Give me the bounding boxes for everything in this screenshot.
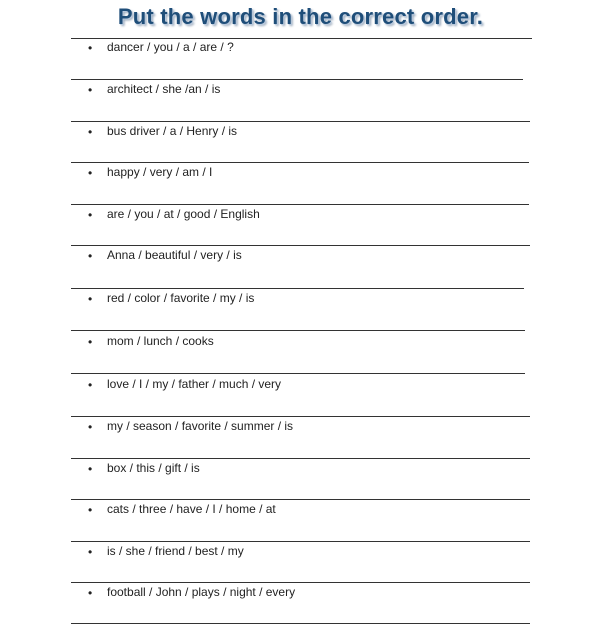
list-item (0, 333, 601, 353)
bullet-icon: • (88, 125, 93, 139)
word-prompt: mom / lunch / cooks (107, 334, 214, 348)
list-item (0, 123, 601, 143)
word-prompt: box / this / gift / is (107, 461, 200, 475)
list-item (0, 39, 601, 59)
list-item (0, 376, 601, 396)
word-prompt: cats / three / have / I / home / at (107, 502, 276, 516)
word-prompt: happy / very / am / I (107, 165, 213, 179)
answer-line[interactable] (71, 499, 530, 500)
word-prompt: red / color / favorite / my / is (107, 291, 255, 305)
answer-line[interactable] (71, 458, 530, 459)
bullet-icon: • (88, 378, 93, 392)
list-item (0, 460, 601, 480)
word-prompt: are / you / at / good / English (107, 207, 260, 221)
word-prompt: love / I / my / father / much / very (107, 377, 282, 391)
answer-line[interactable] (71, 121, 530, 122)
answer-line[interactable] (71, 204, 529, 205)
answer-line[interactable] (71, 79, 523, 80)
list-item (0, 543, 601, 563)
word-prompt: football / John / plays / night / every (107, 585, 296, 599)
bullet-icon: • (88, 503, 93, 517)
word-prompt: my / season / favorite / summer / is (107, 419, 294, 433)
bullet-icon: • (88, 83, 93, 97)
answer-line[interactable] (71, 288, 524, 289)
bullet-icon: • (88, 420, 93, 434)
word-prompt: architect / she /an / is (107, 82, 221, 96)
bullet-icon: • (88, 292, 93, 306)
answer-line[interactable] (71, 623, 530, 624)
bullet-icon: • (88, 166, 93, 180)
answer-line[interactable] (71, 162, 529, 163)
answer-line[interactable] (71, 541, 530, 542)
bullet-icon: • (88, 208, 93, 222)
list-item (0, 501, 601, 521)
bullet-icon: • (88, 462, 93, 476)
list-item (0, 247, 601, 267)
answer-line[interactable] (71, 582, 530, 583)
list-item (0, 164, 601, 184)
list-item (0, 206, 601, 226)
worksheet-title: Put the words in the correct order. (117, 4, 484, 29)
list-item (0, 584, 601, 604)
word-prompt: Anna / beautiful / very / is (107, 248, 242, 262)
bullet-icon: • (88, 545, 93, 559)
answer-line[interactable] (71, 330, 525, 331)
answer-line[interactable] (71, 416, 530, 417)
list-item (0, 418, 601, 438)
list-item (0, 81, 601, 101)
list-item (0, 290, 601, 310)
answer-line[interactable] (71, 245, 530, 246)
bullet-icon: • (88, 586, 93, 600)
word-prompt: bus driver / a / Henry / is (107, 124, 238, 138)
bullet-icon: • (88, 249, 93, 263)
answer-line[interactable] (71, 373, 525, 374)
bullet-icon: • (88, 335, 93, 349)
bullet-icon: • (88, 41, 93, 55)
word-prompt: dancer / you / a / are / ? (107, 40, 234, 54)
word-prompt: is / she / friend / best / my (107, 544, 244, 558)
